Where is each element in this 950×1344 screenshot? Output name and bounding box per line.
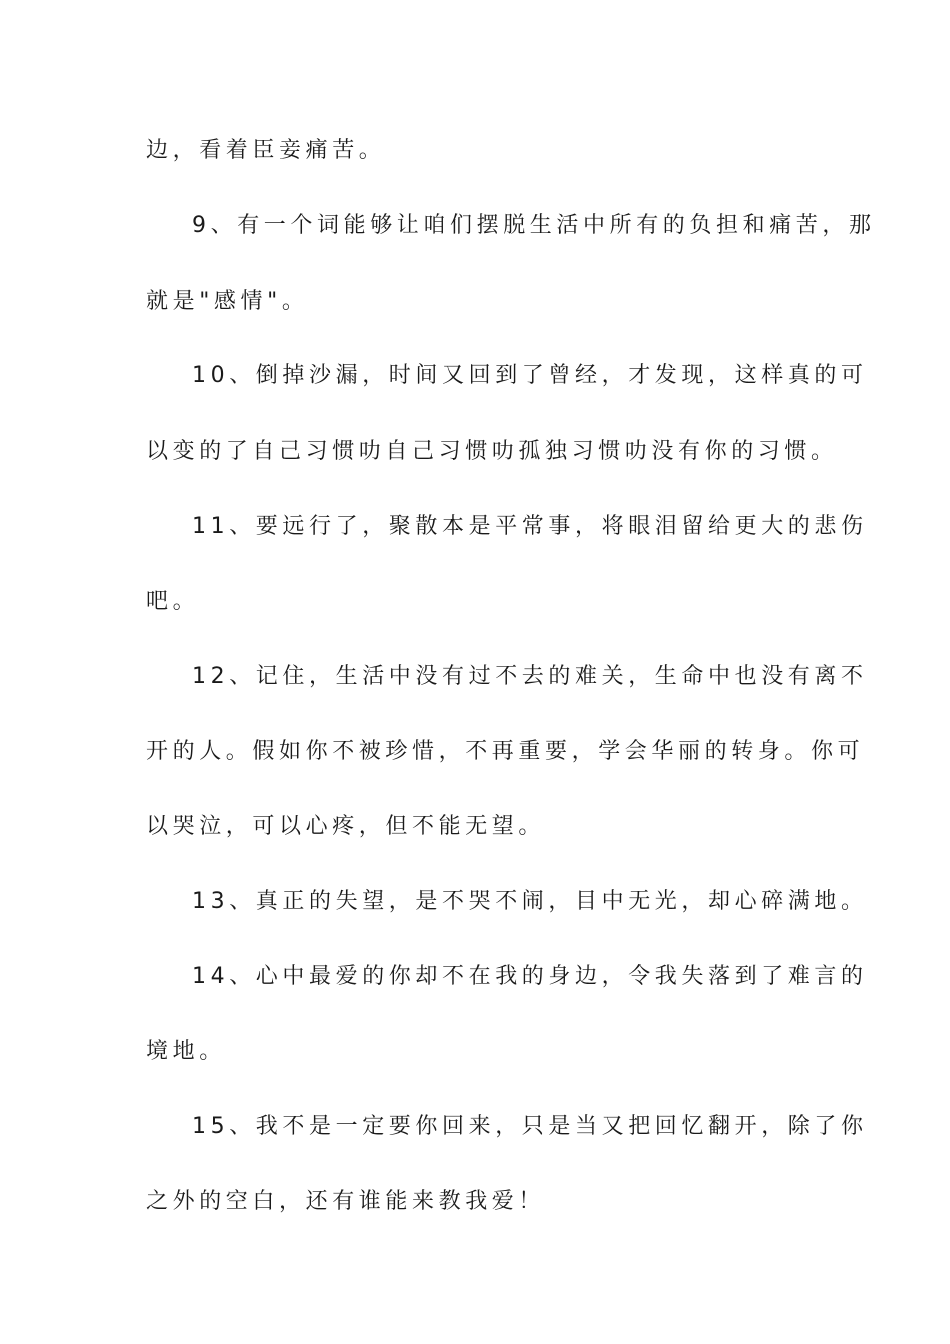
paragraph-12-line-1: 12、记住，生活中没有过不去的难关，生命中也没有离不 [192, 664, 868, 689]
paragraph-11-line-1: 11、要远行了，聚散本是平常事，将眼泪留给更大的悲伤 [192, 514, 868, 539]
paragraph-12-line-3: 以哭泣，可以心疼，但不能无望。 [146, 814, 546, 839]
paragraph-9-line-1: 9、有一个词能够让咱们摆脱生活中所有的负担和痛苦，那 [192, 213, 876, 238]
paragraph-10-line-1: 10、倒掉沙漏，时间又回到了曾经，才发现，这样真的可 [192, 363, 868, 388]
paragraph-10-line-2: 以变的了自己习惯叻自己习惯叻孤独习惯叻没有你的习惯。 [146, 439, 838, 464]
paragraph-15-line-1: 15、我不是一定要你回来，只是当又把回忆翻开，除了你 [192, 1114, 868, 1139]
paragraph-14-line-1: 14、心中最爱的你却不在我的身边，令我失落到了难言的 [192, 964, 868, 989]
paragraph-13-line-1: 13、真正的失望，是不哭不闹，目中无光，却心碎满地。 [192, 889, 868, 914]
paragraph-11-line-2: 吧。 [146, 589, 200, 614]
text-line: 边，看着臣妾痛苦。 [146, 138, 386, 163]
paragraph-12-line-2: 开的人。假如你不被珍惜，不再重要，学会华丽的转身。你可 [146, 739, 865, 764]
paragraph-9-line-2: 就是"感情"。 [146, 289, 309, 314]
paragraph-15-line-2: 之外的空白，还有谁能来教我爱！ [146, 1189, 546, 1214]
paragraph-14-line-2: 境地。 [146, 1039, 226, 1064]
